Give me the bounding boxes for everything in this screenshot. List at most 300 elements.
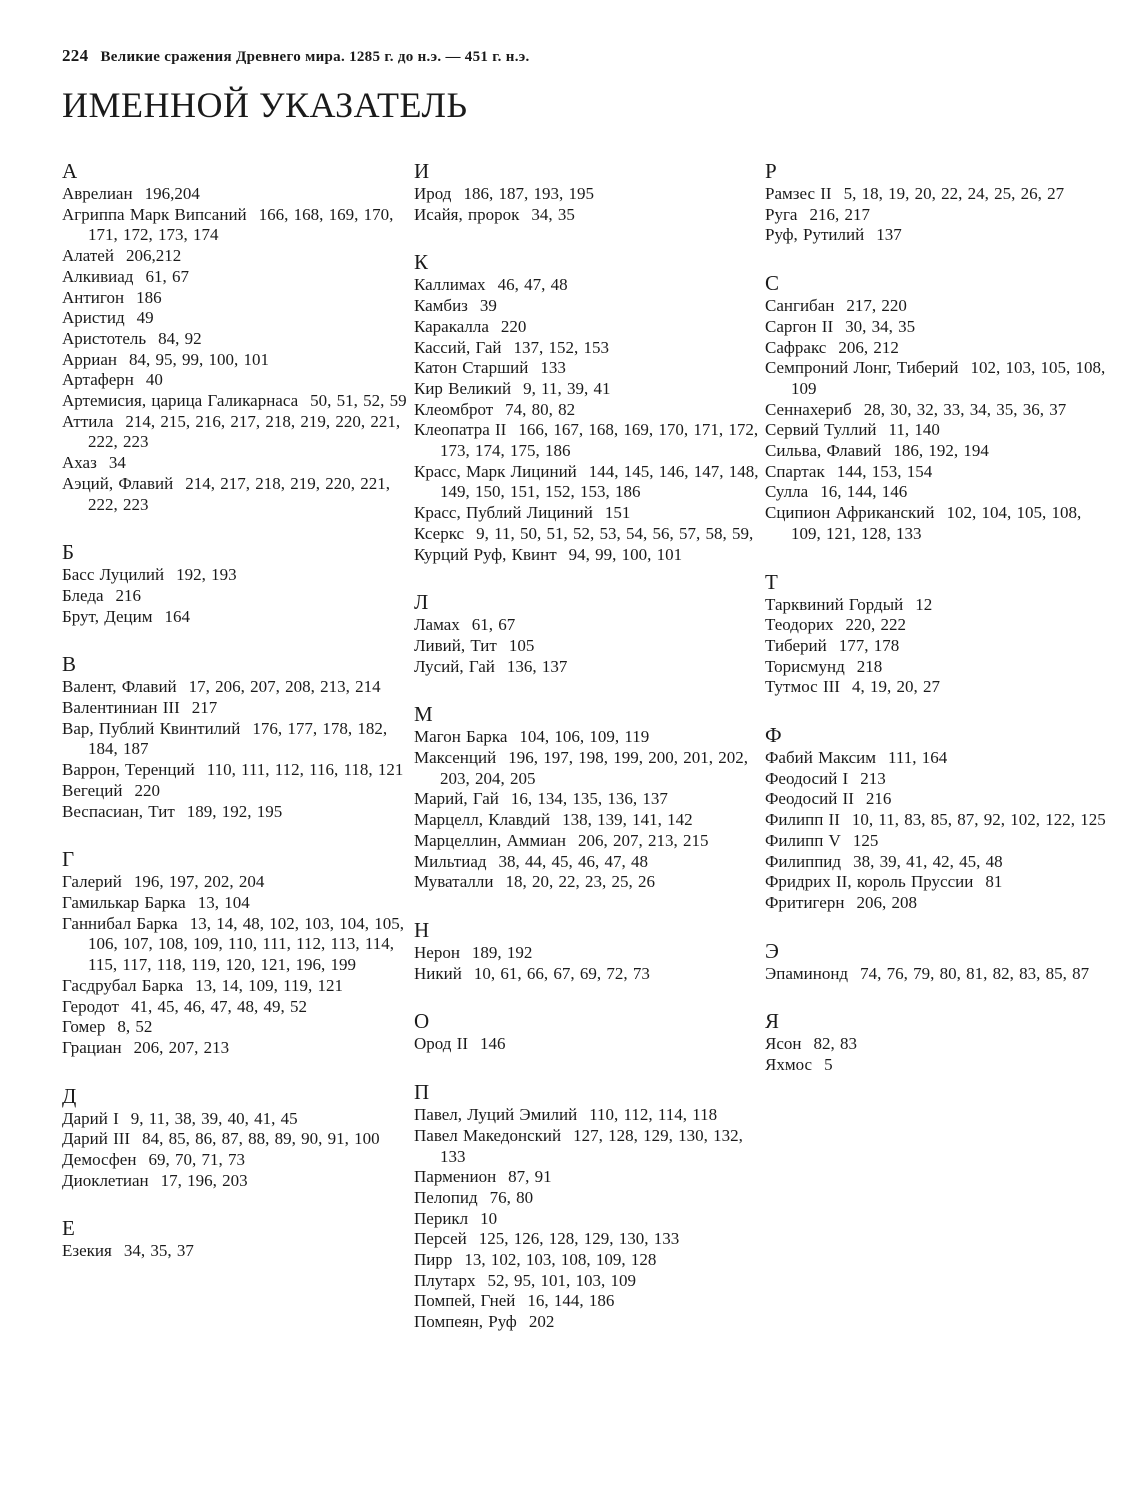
entry-pages: 102, 104, 105, 108, 109, 121, 128, 133 (791, 503, 1082, 543)
entry-name: Торисмунд (765, 656, 845, 676)
index-entry (62, 1109, 407, 1130)
entry-name: Каракалла (414, 316, 489, 336)
section-letter: Т (765, 569, 778, 594)
index-entry (765, 964, 1110, 985)
entry-pages: 18, 20, 22, 23, 25, 26 (505, 872, 655, 892)
index-entry (62, 205, 407, 246)
section-letter: П (414, 1080, 430, 1105)
index-entry (765, 225, 1110, 246)
index-entry (62, 914, 407, 976)
index-entry (414, 831, 759, 852)
entry-name: Аристотель (62, 328, 147, 348)
entry-pages: 5, 18, 19, 20, 22, 24, 25, 26, 27 (843, 184, 1065, 203)
entry-name: Эпаминонд (765, 963, 849, 983)
entry-name: Бледа (62, 585, 104, 605)
entry-pages: 94, 99, 100, 101 (568, 544, 683, 564)
entry-name: Магон Барка (414, 727, 508, 747)
index-entry (414, 852, 759, 873)
entry-pages: 213 (860, 768, 886, 788)
index-section (414, 1079, 759, 1333)
entry-name: Ламах (414, 615, 460, 635)
entry-pages: 220 (134, 780, 160, 800)
entry-pages: 17, 206, 207, 208, 213, 214 (188, 677, 381, 697)
running-title: Великие сражения Древнего мира. 1285 г. до н.э. — 451 г. н.э. (100, 49, 530, 65)
entry-pages: 5 (824, 1055, 833, 1075)
index-entry (414, 338, 759, 359)
section-letter: С (765, 271, 780, 296)
entry-pages: 13, 104 (197, 892, 250, 912)
index-entry (62, 246, 407, 267)
index-entry (765, 296, 1110, 317)
running-header (62, 46, 530, 66)
entry-name: Парменион (414, 1167, 497, 1187)
entry-name: Валент, Флавий (62, 677, 177, 697)
entry-pages: 84, 92 (158, 328, 202, 348)
entry-name: Руга (765, 204, 798, 224)
entry-pages: 74, 76, 79, 80, 81, 82, 83, 85, 87 (860, 963, 1090, 983)
index-entry (62, 586, 407, 607)
index-entry (62, 1150, 407, 1171)
index-entry (62, 1171, 407, 1192)
entry-name: Каллимах (414, 275, 486, 295)
index-entry (414, 358, 759, 379)
index-entry (765, 317, 1110, 338)
entry-pages: 125, 126, 128, 129, 130, 133 (478, 1229, 680, 1249)
entry-pages: 202 (528, 1312, 555, 1332)
entry-pages: 216, 217 (809, 204, 870, 224)
entry-pages: 52, 95, 101, 103, 109 (487, 1270, 636, 1290)
index-entry (765, 789, 1110, 810)
index-entry (765, 184, 1110, 205)
entry-name: Пелопид (414, 1187, 478, 1207)
entry-pages: 84, 85, 86, 87, 88, 89, 90, 91, 100 (142, 1129, 380, 1149)
entry-pages: 16, 134, 135, 136, 137 (510, 789, 668, 809)
index-entry (414, 524, 759, 545)
index-entry (414, 420, 759, 461)
entry-pages: 38, 39, 41, 42, 45, 48 (853, 851, 1003, 871)
entry-pages: 214, 215, 216, 217, 218, 219, 220, 221, 222, 223 (88, 411, 401, 452)
entry-name: Павел Македонский (414, 1125, 562, 1145)
index-entry (765, 441, 1110, 462)
index-entry (62, 760, 407, 781)
entry-pages: 41, 45, 46, 47, 48, 49, 52 (130, 996, 307, 1016)
index-section (414, 917, 759, 984)
entry-pages: 192, 193 (176, 565, 237, 585)
entry-pages: 104, 106, 109, 119 (519, 727, 650, 747)
entry-name: Катон Старший (414, 358, 529, 378)
index-entry (765, 810, 1110, 831)
entry-pages: 61, 67 (471, 615, 516, 635)
entry-pages: 220, 222 (845, 615, 907, 635)
entry-pages: 8, 52 (117, 1017, 153, 1037)
entry-pages: 13, 102, 103, 108, 109, 128 (464, 1250, 657, 1270)
entry-pages: 110, 112, 114, 118 (589, 1105, 718, 1125)
entry-name: Помпеян, Руф (414, 1312, 517, 1332)
index-entry (414, 636, 759, 657)
index-entry (62, 893, 407, 914)
index-entry (62, 308, 407, 329)
index-entry (414, 503, 759, 524)
entry-pages: 82, 83 (813, 1034, 857, 1054)
index-entry (765, 677, 1110, 698)
entry-name: Мильтиад (414, 851, 487, 871)
section-letter: И (414, 159, 430, 183)
entry-name: Муваталли (414, 872, 494, 892)
entry-pages: 84, 95, 99, 100, 101 (129, 349, 270, 369)
entry-name: Ахаз (62, 453, 97, 473)
index-column-3 (765, 158, 1110, 1100)
entry-pages: 125 (852, 830, 879, 850)
entry-pages: 151 (604, 503, 631, 523)
entry-pages: 214, 217, 218, 219, 220, 221, 222, 223 (88, 473, 390, 514)
entry-name: Красс, Марк Лициний (414, 461, 577, 481)
entry-pages: 110, 111, 112, 116, 118, 121 (206, 760, 404, 780)
index-section (62, 1215, 407, 1262)
index-entry (62, 802, 407, 823)
index-section (414, 1008, 759, 1055)
index-entry (62, 412, 407, 453)
index-entry (62, 677, 407, 698)
entry-pages: 189, 192, 195 (186, 801, 283, 821)
entry-name: Аттила (62, 411, 114, 431)
entry-name: Диоклетиан (62, 1170, 149, 1190)
index-entry (414, 1312, 759, 1333)
entry-pages: 9, 11, 39, 41 (523, 378, 611, 398)
entry-pages: 144, 153, 154 (836, 461, 933, 481)
section-letter: О (414, 1009, 430, 1034)
index-entry (414, 943, 759, 964)
entry-pages: 49 (136, 308, 154, 328)
index-entry (414, 1034, 759, 1055)
entry-name: Ясон (765, 1034, 802, 1054)
entry-name: Сафракс (765, 337, 827, 357)
entry-name: Сулла (765, 482, 809, 502)
index-entry (414, 184, 759, 205)
entry-name: Филиппид (765, 851, 842, 871)
entry-name: Красс, Публий Лициний (414, 503, 593, 523)
index-section (62, 158, 407, 515)
entry-name: Лусий, Гай (414, 656, 495, 676)
entry-name: Семпроний Лонг, Тиберий (765, 358, 959, 378)
entry-name: Сеннахериб (765, 399, 852, 419)
entry-name: Артаферн (62, 370, 134, 390)
index-entry (62, 976, 407, 997)
entry-name: Марцеллин, Аммиан (414, 830, 566, 850)
index-entry (414, 657, 759, 678)
entry-name: Ливий, Тит (414, 635, 497, 655)
entry-pages: 87, 91 (508, 1167, 552, 1187)
entry-name: Фритигерн (765, 892, 845, 912)
entry-pages: 76, 80 (489, 1187, 534, 1207)
index-entry (414, 964, 759, 985)
index-entry (765, 595, 1110, 616)
index-entry (414, 462, 759, 503)
index-entry (414, 275, 759, 296)
entry-name: Никий (414, 963, 462, 983)
index-entry (62, 1017, 407, 1038)
entry-name: Феодосий I (765, 768, 849, 788)
entry-pages: 220 (500, 316, 527, 336)
index-entry (765, 1034, 1110, 1055)
entry-pages: 144, 145, 146, 147, 148, 149, 150, 151, 152, 153, 186 (440, 461, 759, 502)
index-section (62, 651, 407, 822)
entry-pages: 186, 187, 193, 195 (463, 184, 594, 203)
entry-pages: 186 (136, 287, 162, 307)
index-entry (765, 769, 1110, 790)
index-entry (62, 698, 407, 719)
section-letter: М (414, 702, 433, 727)
entry-pages: 34, 35 (531, 204, 575, 224)
entry-name: Гамилькар Барка (62, 892, 186, 912)
entry-name: Теодорих (765, 615, 834, 635)
index-entry (62, 329, 407, 350)
section-letter: К (414, 250, 429, 275)
index-entry (765, 420, 1110, 441)
entry-pages: 217, 220 (846, 296, 907, 316)
entry-pages: 146 (480, 1034, 506, 1054)
entry-name: Руф, Рутилий (765, 225, 865, 245)
page-number: 224 (62, 46, 89, 65)
entry-pages: 105 (508, 635, 535, 655)
index-entry (414, 1229, 759, 1250)
entry-name: Филипп II (765, 810, 840, 830)
entry-name: Ганнибал Барка (62, 913, 178, 933)
index-entry (414, 810, 759, 831)
entry-pages: 39 (479, 296, 497, 316)
entry-name: Тарквиний Гордый (765, 594, 904, 614)
entry-name: Алкивиад (62, 266, 134, 286)
section-letter: Н (414, 917, 430, 942)
entry-pages: 189, 192 (471, 942, 533, 962)
entry-name: Грациан (62, 1037, 122, 1057)
entry-name: Сангибан (765, 296, 835, 316)
entry-pages: 10 (480, 1208, 498, 1228)
entry-pages: 46, 47, 48 (497, 275, 568, 295)
index-entry (765, 482, 1110, 503)
entry-pages: 74, 80, 82 (505, 399, 576, 419)
index-section (414, 158, 759, 225)
entry-pages: 10, 11, 83, 85, 87, 92, 102, 122, 125 (851, 810, 1106, 830)
entry-name: Аврелиан (62, 184, 133, 203)
entry-name: Аристид (62, 308, 125, 328)
entry-name: Курций Руф, Квинт (414, 544, 557, 564)
section-letter: А (62, 159, 78, 183)
entry-name: Аэций, Флавий (62, 473, 174, 493)
index-entry (62, 474, 407, 515)
entry-name: Агриппа Марк Випсаний (62, 204, 247, 224)
entry-name: Спартак (765, 461, 825, 481)
entry-name: Перикл (414, 1208, 469, 1228)
index-entry (765, 400, 1110, 421)
index-entry (62, 719, 407, 760)
entry-name: Сервий Туллий (765, 420, 877, 440)
index-section (414, 249, 759, 565)
index-entry (765, 852, 1110, 873)
entry-name: Помпей, Гней (414, 1291, 516, 1311)
index-entry (62, 350, 407, 371)
section-letter: Л (414, 590, 429, 615)
index-entry (62, 267, 407, 288)
entry-pages: 13, 14, 48, 102, 103, 104, 105, 106, 107, 108, 109, 110, 111, 112, 113, 114, 115, 117, 118, 119, 120, 121, 196, 199 (88, 913, 404, 975)
index-entry (414, 748, 759, 789)
section-letter: Ф (765, 723, 782, 748)
index-section (414, 701, 759, 893)
entry-pages: 111, 164 (887, 748, 948, 768)
section-letter: Б (62, 540, 75, 565)
entry-name: Фабий Максим (765, 748, 876, 768)
index-entry (414, 296, 759, 317)
index-section (765, 1008, 1110, 1075)
entry-pages: 127, 128, 129, 130, 132, 133 (440, 1125, 743, 1166)
entry-name: Марий, Гай (414, 789, 499, 809)
index-section (765, 270, 1110, 544)
entry-pages: 30, 34, 35 (845, 316, 916, 336)
index-entry (414, 727, 759, 748)
entry-name: Сильва, Флавий (765, 441, 882, 461)
index-entry (414, 615, 759, 636)
index-entry (62, 184, 407, 205)
entry-pages: 11, 140 (888, 420, 940, 440)
entry-pages: 17, 196, 203 (160, 1170, 248, 1190)
entry-name: Исайя, пророк (414, 204, 520, 224)
section-letter: В (62, 652, 77, 677)
entry-name: Кассий, Гай (414, 337, 502, 357)
entry-pages: 166, 167, 168, 169, 170, 171, 172, 173, 174, 175, 186 (440, 420, 759, 461)
entry-pages: 133 (540, 358, 566, 378)
index-column-2 (414, 158, 759, 1357)
entry-pages: 206, 208 (856, 892, 917, 912)
entry-name: Брут, Децим (62, 606, 153, 626)
index-entry (765, 1055, 1110, 1076)
entry-name: Гасдрубал Барка (62, 975, 184, 995)
entry-pages: 10, 61, 66, 67, 69, 72, 73 (473, 963, 650, 983)
index-entry (62, 1241, 407, 1262)
entry-name: Дарий III (62, 1129, 131, 1149)
entry-name: Плутарх (414, 1270, 476, 1290)
entry-pages: 177, 178 (838, 635, 900, 655)
entry-name: Сципион Африканский (765, 503, 935, 523)
entry-pages: 16, 144, 146 (820, 482, 908, 502)
entry-pages: 196, 197, 198, 199, 200, 201, 202, 203, 204, 205 (440, 748, 748, 788)
section-letter: Г (62, 847, 75, 872)
entry-pages: 216 (865, 789, 892, 809)
index-section (62, 539, 407, 627)
entry-name: Варрон, Теренций (62, 760, 195, 780)
section-letter: Р (765, 159, 777, 183)
entry-name: Кир Великий (414, 378, 512, 398)
entry-pages: 69, 70, 71, 73 (148, 1150, 245, 1170)
index-entry (414, 400, 759, 421)
index-entry (414, 1188, 759, 1209)
entry-name: Вар, Публий Квинтилий (62, 718, 241, 738)
entry-pages: 216 (115, 585, 142, 605)
index-entry (414, 1271, 759, 1292)
index-entry (62, 565, 407, 586)
entry-name: Клеомброт (414, 399, 494, 419)
entry-pages: 28, 30, 32, 33, 34, 35, 36, 37 (863, 399, 1067, 419)
index-entry (62, 1129, 407, 1150)
index-entry (765, 831, 1110, 852)
entry-pages: 206,212 (125, 246, 182, 266)
index-entry (765, 338, 1110, 359)
entry-pages: 34 (108, 453, 126, 473)
index-entry (765, 636, 1110, 657)
index-entry (765, 872, 1110, 893)
entry-name: Ирод (414, 184, 452, 203)
section-letter: Э (765, 938, 779, 963)
entry-name: Вегеций (62, 780, 123, 800)
entry-name: Рамзес II (765, 184, 832, 203)
entry-name: Антигон (62, 287, 125, 307)
index-section (765, 722, 1110, 914)
entry-pages: 12 (915, 594, 933, 614)
entry-name: Марцелл, Клавдий (414, 810, 551, 830)
index-entry (765, 358, 1110, 399)
entry-name: Филипп V (765, 830, 841, 850)
entry-pages: 164 (164, 606, 190, 626)
entry-name: Галерий (62, 872, 122, 892)
index-entry (414, 1167, 759, 1188)
entry-name: Ксеркс (414, 523, 465, 543)
index-entry (62, 872, 407, 893)
entry-name: Тиберий (765, 635, 827, 655)
index-section (765, 569, 1110, 699)
entry-pages: 218 (856, 656, 883, 676)
entry-pages: 137, 152, 153 (513, 337, 609, 357)
index-entry (414, 379, 759, 400)
entry-name: Яхмос (765, 1055, 813, 1075)
entry-name: Максенций (414, 748, 497, 768)
entry-name: Пирр (414, 1250, 453, 1270)
index-entry (414, 789, 759, 810)
section-letter: Д (62, 1083, 77, 1108)
index-entry (414, 205, 759, 226)
entry-pages: 206, 207, 213, 215 (578, 830, 709, 850)
section-letter: Я (765, 1009, 780, 1034)
entry-name: Демосфен (62, 1150, 137, 1170)
index-entry (765, 503, 1110, 544)
index-entry (765, 657, 1110, 678)
entry-name: Веспасиан, Тит (62, 801, 175, 821)
entry-pages: 40 (145, 370, 163, 390)
entry-pages: 81 (985, 872, 1003, 892)
entry-pages: 166, 168, 169, 170, 171, 172, 173, 174 (88, 204, 394, 245)
entry-pages: 137 (876, 225, 902, 245)
index-entry (62, 607, 407, 628)
entry-name: Нерон (414, 942, 460, 962)
entry-pages: 206, 207, 213 (133, 1037, 230, 1057)
entry-name: Клеопатра II (414, 420, 507, 440)
entry-name: Валентиниан III (62, 698, 180, 718)
index-entry (62, 997, 407, 1018)
entry-name: Павел, Луций Эмилий (414, 1105, 578, 1125)
index-entry (765, 462, 1110, 483)
entry-pages: 9, 11, 38, 39, 40, 41, 45 (130, 1108, 298, 1128)
index-entry (414, 1209, 759, 1230)
index-entry (62, 453, 407, 474)
entry-pages: 196,204 (144, 184, 200, 203)
index-section (765, 158, 1110, 246)
index-entry (414, 1250, 759, 1271)
index-section (62, 1083, 407, 1192)
entry-pages: 13, 14, 109, 119, 121 (195, 975, 344, 995)
index-entry (414, 1105, 759, 1126)
index-section (765, 938, 1110, 985)
entry-name: Тутмос III (765, 677, 840, 697)
entry-pages: 196, 197, 202, 204 (133, 872, 265, 892)
entry-pages: 176, 177, 178, 182, 184, 187 (88, 718, 388, 759)
entry-name: Фридрих II, король Пруссии (765, 872, 974, 892)
